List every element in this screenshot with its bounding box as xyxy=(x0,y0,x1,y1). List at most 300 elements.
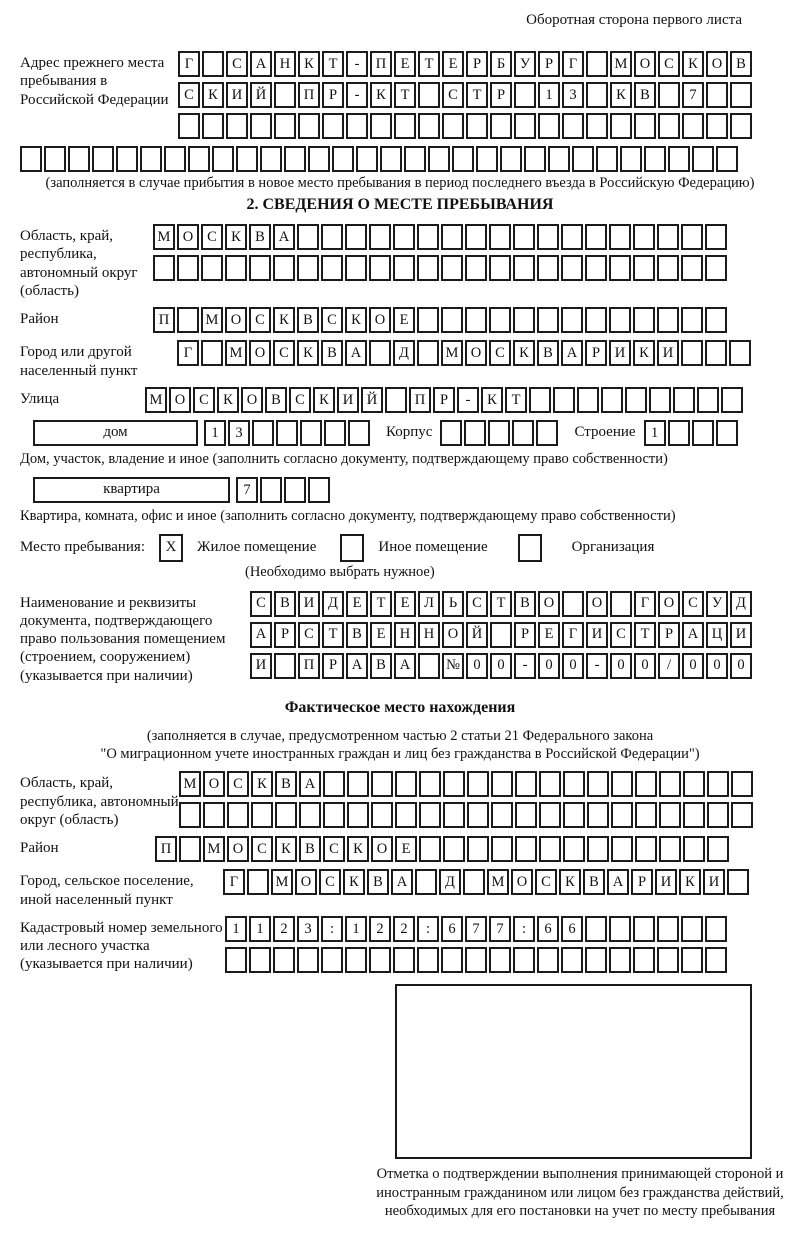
char-cell[interactable] xyxy=(681,916,703,942)
char-cell[interactable] xyxy=(324,420,346,446)
char-cell[interactable] xyxy=(249,255,271,281)
char-cell[interactable] xyxy=(464,420,486,446)
char-cell[interactable]: П xyxy=(370,51,392,77)
char-cell[interactable]: 0 xyxy=(490,653,512,679)
char-cell[interactable] xyxy=(537,307,559,333)
char-cell[interactable] xyxy=(347,771,369,797)
char-cell[interactable]: Т xyxy=(322,51,344,77)
char-cell[interactable] xyxy=(308,477,330,503)
char-cell[interactable] xyxy=(683,802,705,828)
char-cell[interactable]: И xyxy=(337,387,359,413)
char-cell[interactable] xyxy=(659,802,681,828)
char-cell[interactable] xyxy=(441,224,463,250)
char-cell[interactable] xyxy=(705,224,727,250)
char-cell[interactable]: 0 xyxy=(682,653,704,679)
char-cell[interactable]: - xyxy=(457,387,479,413)
char-cell[interactable] xyxy=(730,113,752,139)
char-cell[interactable]: Р xyxy=(274,622,296,648)
char-cell[interactable]: В xyxy=(297,307,319,333)
char-cell[interactable] xyxy=(586,51,608,77)
char-cell[interactable] xyxy=(585,916,607,942)
char-cell[interactable] xyxy=(561,224,583,250)
char-cell[interactable]: С xyxy=(298,622,320,648)
char-cell[interactable]: 3 xyxy=(297,916,319,942)
char-cell[interactable]: К xyxy=(275,836,297,862)
char-cell[interactable]: С xyxy=(321,307,343,333)
char-cell[interactable]: С xyxy=(226,51,248,77)
char-cell[interactable] xyxy=(467,771,489,797)
char-cell[interactable]: 0 xyxy=(634,653,656,679)
char-cell[interactable] xyxy=(428,146,450,172)
char-cell[interactable] xyxy=(418,113,440,139)
char-cell[interactable]: А xyxy=(345,340,367,366)
char-cell[interactable] xyxy=(683,771,705,797)
char-cell[interactable]: К xyxy=(313,387,335,413)
char-cell[interactable] xyxy=(513,224,535,250)
char-cell[interactable] xyxy=(707,802,729,828)
char-cell[interactable] xyxy=(418,82,440,108)
char-cell[interactable] xyxy=(562,591,584,617)
char-cell[interactable] xyxy=(659,836,681,862)
char-cell[interactable] xyxy=(273,947,295,973)
char-cell[interactable]: Е xyxy=(395,836,417,862)
char-cell[interactable] xyxy=(321,255,343,281)
char-cell[interactable] xyxy=(466,113,488,139)
char-cell[interactable] xyxy=(601,387,623,413)
char-cell[interactable]: Г xyxy=(223,869,245,895)
char-cell[interactable] xyxy=(177,255,199,281)
char-cell[interactable] xyxy=(443,836,465,862)
char-cell[interactable] xyxy=(635,771,657,797)
char-cell[interactable] xyxy=(465,307,487,333)
char-cell[interactable]: Н xyxy=(418,622,440,648)
char-cell[interactable] xyxy=(729,340,751,366)
char-cell[interactable] xyxy=(490,113,512,139)
char-cell[interactable] xyxy=(323,771,345,797)
char-cell[interactable]: 3 xyxy=(228,420,250,446)
char-cell[interactable] xyxy=(345,224,367,250)
char-cell[interactable]: С xyxy=(489,340,511,366)
char-cell[interactable] xyxy=(226,113,248,139)
char-cell[interactable]: А xyxy=(682,622,704,648)
char-cell[interactable]: М xyxy=(145,387,167,413)
char-cell[interactable] xyxy=(275,802,297,828)
char-cell[interactable]: М xyxy=(271,869,293,895)
char-cell[interactable] xyxy=(561,307,583,333)
char-cell[interactable] xyxy=(727,869,749,895)
char-cell[interactable] xyxy=(323,802,345,828)
char-cell[interactable] xyxy=(178,113,200,139)
char-cell[interactable]: : xyxy=(417,916,439,942)
char-cell[interactable] xyxy=(586,82,608,108)
char-cell[interactable]: П xyxy=(298,82,320,108)
char-cell[interactable] xyxy=(539,836,561,862)
char-cell[interactable]: 0 xyxy=(706,653,728,679)
char-cell[interactable] xyxy=(202,51,224,77)
char-cell[interactable] xyxy=(562,113,584,139)
char-cell[interactable]: О xyxy=(249,340,271,366)
char-cell[interactable] xyxy=(276,420,298,446)
char-cell[interactable]: - xyxy=(346,82,368,108)
char-cell[interactable] xyxy=(537,947,559,973)
char-cell[interactable] xyxy=(635,836,657,862)
char-cell[interactable] xyxy=(585,947,607,973)
char-cell[interactable] xyxy=(548,146,570,172)
char-cell[interactable] xyxy=(393,255,415,281)
char-cell[interactable]: Г xyxy=(562,51,584,77)
char-cell[interactable] xyxy=(491,771,513,797)
char-cell[interactable]: И xyxy=(657,340,679,366)
char-cell[interactable]: И xyxy=(655,869,677,895)
char-cell[interactable] xyxy=(249,947,271,973)
char-cell[interactable] xyxy=(538,113,560,139)
char-cell[interactable]: В xyxy=(321,340,343,366)
char-cell[interactable]: / xyxy=(658,653,680,679)
char-cell[interactable]: В xyxy=(514,591,536,617)
char-cell[interactable] xyxy=(465,255,487,281)
char-cell[interactable] xyxy=(500,146,522,172)
char-cell[interactable] xyxy=(609,947,631,973)
char-cell[interactable]: С xyxy=(535,869,557,895)
char-cell[interactable]: В xyxy=(265,387,287,413)
char-cell[interactable] xyxy=(491,836,513,862)
char-cell[interactable] xyxy=(587,771,609,797)
char-cell[interactable]: С xyxy=(227,771,249,797)
char-cell[interactable]: : xyxy=(321,916,343,942)
char-cell[interactable]: С xyxy=(201,224,223,250)
char-cell[interactable]: Р xyxy=(322,82,344,108)
char-cell[interactable]: Й xyxy=(466,622,488,648)
char-cell[interactable] xyxy=(610,591,632,617)
char-cell[interactable] xyxy=(529,387,551,413)
char-cell[interactable] xyxy=(512,420,534,446)
char-cell[interactable]: Р xyxy=(466,51,488,77)
char-cell[interactable] xyxy=(321,947,343,973)
char-cell[interactable] xyxy=(284,477,306,503)
char-cell[interactable]: 1 xyxy=(538,82,560,108)
char-cell[interactable] xyxy=(443,802,465,828)
char-cell[interactable] xyxy=(489,255,511,281)
char-cell[interactable]: А xyxy=(250,51,272,77)
char-cell[interactable] xyxy=(515,802,537,828)
char-cell[interactable] xyxy=(299,802,321,828)
char-cell[interactable] xyxy=(705,947,727,973)
char-cell[interactable]: 7 xyxy=(236,477,258,503)
char-cell[interactable] xyxy=(300,420,322,446)
char-cell[interactable] xyxy=(347,802,369,828)
char-cell[interactable] xyxy=(705,916,727,942)
char-cell[interactable] xyxy=(620,146,642,172)
char-cell[interactable] xyxy=(657,255,679,281)
char-cell[interactable] xyxy=(153,255,175,281)
char-cell[interactable] xyxy=(716,146,738,172)
char-cell[interactable] xyxy=(380,146,402,172)
char-cell[interactable]: О xyxy=(511,869,533,895)
char-cell[interactable] xyxy=(705,307,727,333)
char-cell[interactable]: А xyxy=(391,869,413,895)
char-cell[interactable]: Р xyxy=(322,653,344,679)
char-cell[interactable] xyxy=(587,802,609,828)
char-cell[interactable]: В xyxy=(367,869,389,895)
char-cell[interactable]: С xyxy=(273,340,295,366)
char-cell[interactable] xyxy=(417,947,439,973)
char-cell[interactable] xyxy=(668,420,690,446)
char-cell[interactable] xyxy=(611,771,633,797)
char-cell[interactable] xyxy=(116,146,138,172)
char-cell[interactable] xyxy=(393,947,415,973)
char-cell[interactable] xyxy=(369,255,391,281)
char-cell[interactable] xyxy=(585,224,607,250)
char-cell[interactable] xyxy=(706,113,728,139)
char-cell[interactable]: Н xyxy=(274,51,296,77)
char-cell[interactable] xyxy=(572,146,594,172)
char-cell[interactable] xyxy=(609,307,631,333)
char-cell[interactable]: О xyxy=(241,387,263,413)
char-cell[interactable] xyxy=(274,653,296,679)
char-cell[interactable] xyxy=(465,224,487,250)
char-cell[interactable] xyxy=(348,420,370,446)
char-cell[interactable]: - xyxy=(346,51,368,77)
char-cell[interactable]: Е xyxy=(394,51,416,77)
char-cell[interactable]: Р xyxy=(658,622,680,648)
char-cell[interactable] xyxy=(44,146,66,172)
char-cell[interactable] xyxy=(212,146,234,172)
char-cell[interactable] xyxy=(657,224,679,250)
char-cell[interactable] xyxy=(68,146,90,172)
char-cell[interactable]: И xyxy=(609,340,631,366)
char-cell[interactable]: 1 xyxy=(204,420,226,446)
char-cell[interactable]: - xyxy=(586,653,608,679)
char-cell[interactable] xyxy=(705,255,727,281)
char-cell[interactable] xyxy=(202,113,224,139)
char-cell[interactable]: М xyxy=(441,340,463,366)
char-cell[interactable] xyxy=(539,771,561,797)
char-cell[interactable] xyxy=(489,307,511,333)
char-cell[interactable] xyxy=(634,113,656,139)
char-cell[interactable]: 0 xyxy=(562,653,584,679)
char-cell[interactable]: К xyxy=(559,869,581,895)
checkbox-dwelling[interactable]: X xyxy=(159,534,183,562)
char-cell[interactable] xyxy=(395,771,417,797)
char-cell[interactable]: Т xyxy=(394,82,416,108)
checkbox-other-premises[interactable] xyxy=(340,534,364,562)
char-cell[interactable]: 1 xyxy=(644,420,666,446)
char-cell[interactable]: О xyxy=(442,622,464,648)
char-cell[interactable] xyxy=(419,836,441,862)
char-cell[interactable]: С xyxy=(249,307,271,333)
char-cell[interactable] xyxy=(415,869,437,895)
char-cell[interactable]: И xyxy=(730,622,752,648)
char-cell[interactable] xyxy=(394,113,416,139)
char-cell[interactable]: : xyxy=(513,916,535,942)
char-cell[interactable]: Е xyxy=(394,591,416,617)
char-cell[interactable]: 6 xyxy=(561,916,583,942)
char-cell[interactable] xyxy=(346,113,368,139)
char-cell[interactable] xyxy=(467,802,489,828)
char-cell[interactable]: Р xyxy=(490,82,512,108)
char-cell[interactable] xyxy=(611,802,633,828)
char-cell[interactable]: К xyxy=(225,224,247,250)
char-cell[interactable] xyxy=(322,113,344,139)
char-cell[interactable]: К xyxy=(298,51,320,77)
char-cell[interactable] xyxy=(633,224,655,250)
char-cell[interactable] xyxy=(609,255,631,281)
char-cell[interactable] xyxy=(395,802,417,828)
char-cell[interactable]: Г xyxy=(562,622,584,648)
char-cell[interactable] xyxy=(609,224,631,250)
char-cell[interactable]: А xyxy=(394,653,416,679)
char-cell[interactable] xyxy=(596,146,618,172)
char-cell[interactable]: Е xyxy=(370,622,392,648)
char-cell[interactable]: Л xyxy=(418,591,440,617)
char-cell[interactable]: Д xyxy=(322,591,344,617)
char-cell[interactable]: С xyxy=(319,869,341,895)
house-field-box[interactable]: дом xyxy=(33,420,198,446)
char-cell[interactable]: К xyxy=(679,869,701,895)
char-cell[interactable]: Р xyxy=(585,340,607,366)
char-cell[interactable] xyxy=(649,387,671,413)
char-cell[interactable]: К xyxy=(370,82,392,108)
char-cell[interactable]: М xyxy=(153,224,175,250)
char-cell[interactable] xyxy=(707,836,729,862)
char-cell[interactable] xyxy=(369,224,391,250)
char-cell[interactable]: Д xyxy=(393,340,415,366)
char-cell[interactable] xyxy=(514,82,536,108)
char-cell[interactable]: К xyxy=(251,771,273,797)
char-cell[interactable]: Т xyxy=(322,622,344,648)
char-cell[interactable] xyxy=(332,146,354,172)
char-cell[interactable] xyxy=(609,916,631,942)
char-cell[interactable]: Д xyxy=(730,591,752,617)
char-cell[interactable] xyxy=(164,146,186,172)
char-cell[interactable] xyxy=(610,113,632,139)
char-cell[interactable]: В xyxy=(583,869,605,895)
char-cell[interactable] xyxy=(658,113,680,139)
char-cell[interactable] xyxy=(250,113,272,139)
char-cell[interactable]: Е xyxy=(538,622,560,648)
char-cell[interactable]: П xyxy=(155,836,177,862)
char-cell[interactable]: С xyxy=(323,836,345,862)
char-cell[interactable]: К xyxy=(273,307,295,333)
char-cell[interactable]: К xyxy=(682,51,704,77)
char-cell[interactable] xyxy=(274,82,296,108)
char-cell[interactable]: А xyxy=(250,622,272,648)
char-cell[interactable] xyxy=(371,802,393,828)
char-cell[interactable] xyxy=(179,802,201,828)
char-cell[interactable]: А xyxy=(561,340,583,366)
char-cell[interactable]: Н xyxy=(394,622,416,648)
char-cell[interactable]: И xyxy=(703,869,725,895)
char-cell[interactable] xyxy=(706,82,728,108)
char-cell[interactable] xyxy=(227,802,249,828)
char-cell[interactable] xyxy=(657,916,679,942)
char-cell[interactable] xyxy=(369,340,391,366)
char-cell[interactable]: К xyxy=(481,387,503,413)
char-cell[interactable]: Ц xyxy=(706,622,728,648)
char-cell[interactable]: № xyxy=(442,653,464,679)
char-cell[interactable] xyxy=(465,947,487,973)
char-cell[interactable]: Т xyxy=(490,591,512,617)
char-cell[interactable]: В xyxy=(346,622,368,648)
char-cell[interactable] xyxy=(635,802,657,828)
char-cell[interactable] xyxy=(563,836,585,862)
char-cell[interactable] xyxy=(611,836,633,862)
char-cell[interactable] xyxy=(247,869,269,895)
char-cell[interactable]: К xyxy=(513,340,535,366)
char-cell[interactable]: А xyxy=(273,224,295,250)
char-cell[interactable]: 2 xyxy=(273,916,295,942)
char-cell[interactable]: О xyxy=(227,836,249,862)
char-cell[interactable]: Г xyxy=(178,51,200,77)
char-cell[interactable]: В xyxy=(370,653,392,679)
char-cell[interactable]: 0 xyxy=(610,653,632,679)
char-cell[interactable] xyxy=(298,113,320,139)
char-cell[interactable] xyxy=(563,802,585,828)
char-cell[interactable] xyxy=(707,771,729,797)
char-cell[interactable] xyxy=(692,146,714,172)
char-cell[interactable] xyxy=(716,420,738,446)
char-cell[interactable]: Г xyxy=(177,340,199,366)
checkbox-organization[interactable] xyxy=(518,534,542,562)
char-cell[interactable]: О xyxy=(465,340,487,366)
char-cell[interactable]: Г xyxy=(634,591,656,617)
char-cell[interactable] xyxy=(731,802,753,828)
char-cell[interactable] xyxy=(585,307,607,333)
char-cell[interactable] xyxy=(393,224,415,250)
char-cell[interactable] xyxy=(585,255,607,281)
char-cell[interactable]: К xyxy=(347,836,369,862)
char-cell[interactable] xyxy=(308,146,330,172)
char-cell[interactable] xyxy=(731,771,753,797)
apartment-field-box[interactable]: квартира xyxy=(33,477,230,503)
char-cell[interactable] xyxy=(625,387,647,413)
char-cell[interactable] xyxy=(633,255,655,281)
char-cell[interactable] xyxy=(681,947,703,973)
char-cell[interactable]: О xyxy=(369,307,391,333)
char-cell[interactable] xyxy=(491,802,513,828)
char-cell[interactable]: Е xyxy=(346,591,368,617)
char-cell[interactable]: К xyxy=(345,307,367,333)
char-cell[interactable] xyxy=(418,653,440,679)
char-cell[interactable] xyxy=(476,146,498,172)
char-cell[interactable]: О xyxy=(706,51,728,77)
char-cell[interactable]: Д xyxy=(439,869,461,895)
char-cell[interactable] xyxy=(419,771,441,797)
char-cell[interactable] xyxy=(668,146,690,172)
char-cell[interactable] xyxy=(260,146,282,172)
char-cell[interactable]: Е xyxy=(393,307,415,333)
char-cell[interactable]: О xyxy=(586,591,608,617)
char-cell[interactable]: В xyxy=(634,82,656,108)
char-cell[interactable] xyxy=(633,947,655,973)
char-cell[interactable] xyxy=(730,82,752,108)
char-cell[interactable]: А xyxy=(346,653,368,679)
char-cell[interactable]: К xyxy=(297,340,319,366)
char-cell[interactable]: В xyxy=(537,340,559,366)
char-cell[interactable]: 2 xyxy=(369,916,391,942)
char-cell[interactable]: Т xyxy=(370,591,392,617)
char-cell[interactable]: 0 xyxy=(538,653,560,679)
char-cell[interactable]: О xyxy=(634,51,656,77)
char-cell[interactable] xyxy=(417,307,439,333)
char-cell[interactable]: К xyxy=(202,82,224,108)
char-cell[interactable]: 1 xyxy=(225,916,247,942)
char-cell[interactable]: Т xyxy=(505,387,527,413)
char-cell[interactable] xyxy=(682,113,704,139)
char-cell[interactable] xyxy=(681,340,703,366)
char-cell[interactable]: Т xyxy=(466,82,488,108)
char-cell[interactable] xyxy=(417,340,439,366)
